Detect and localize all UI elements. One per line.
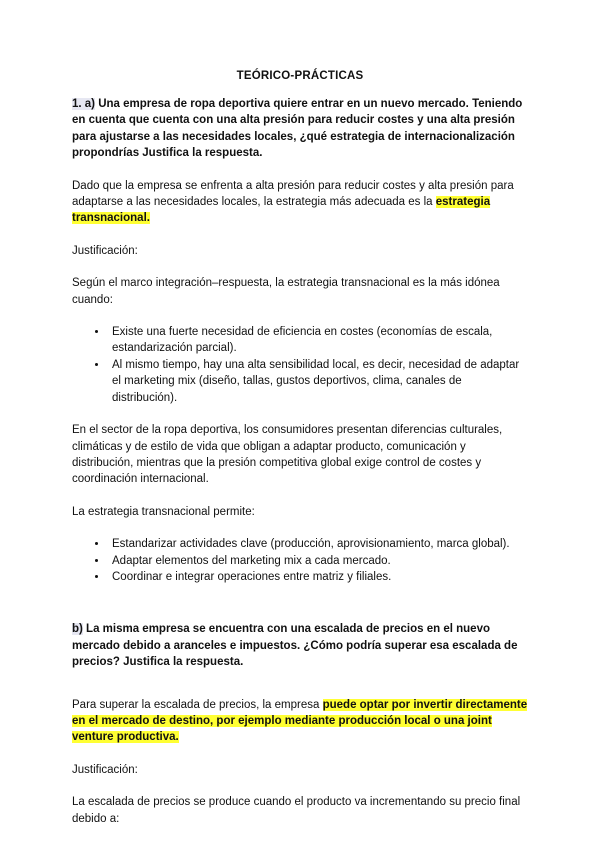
list-item: • Estandarizar actividades clave (producción, aprovisionamiento, marca global).: [108, 536, 528, 552]
framework-intro: Según el marco integración–respuesta, la estrategia transnacional es la más idónea cuando:: [72, 277, 500, 306]
answer-1a-paragraph: [72, 178, 528, 227]
question-1b-label: b): [72, 623, 83, 636]
permits-list: [72, 536, 528, 585]
answer-1a-text: Dado que la empresa se enfrenta a alta presión para reducir costes y alta presión para adaptarse a las necesidades locales, la estrategia más adecuada es la: [72, 179, 514, 209]
spacer: [72, 601, 528, 621]
answer-1b-highlight: puede optar por invertir directamente en el mercado de destino, por ejemplo mediante producción local o una joint venture productiva.: [72, 698, 528, 744]
question-1a: [72, 96, 528, 162]
list-item: • Adaptar elementos del marketing mix a cada mercado.: [108, 553, 528, 569]
answer-1b-paragraph: [72, 697, 528, 746]
list-item: • Existe una fuerte necesidad de eficiencia en costes (economías de escala, estandarización parcial).: [108, 324, 528, 357]
list-item: • Coordinar e integrar operaciones entre matriz y filiales.: [108, 569, 528, 585]
question-1a-label: 1. a): [72, 98, 96, 110]
justification-label-1: Justificación:: [72, 244, 138, 257]
price-escalation-intro: La escalada de precios se produce cuando el producto va incrementando su precio final debido a:: [72, 796, 521, 825]
answer-1a-highlight: estrategia transnacional.: [72, 196, 491, 225]
question-1b-text: La misma empresa se encuentra con una escalada de precios en el nuevo mercado debido a aranceles e impuestos. ¿Cómo podría superar esa escalada de precios? Justifica la respuesta.: [72, 623, 518, 669]
spacer: [72, 687, 528, 697]
question-1a-text: Una empresa de ropa deportiva quiere entrar en un nuevo mercado. Teniendo en cuenta que cuenta con una alta presión para reducir costes y una alta presión para ajustarse a las necesidades locales, ¿qué estrategia de internacionalización propondrías Justifica la respuesta.: [72, 98, 523, 160]
sector-paragraph: En el sector de la ropa deportiva, los consumidores presentan diferencias culturales, climáticas y de estilo de vida que obligan a adaptar producto, comunicación y distribución, mientras que la presión competitiva global exige control de costes y coordinación internacional.: [72, 424, 503, 486]
document-title: TEÓRICO-PRÁCTICAS: [236, 70, 364, 82]
answer-1b-text: Para superar la escalada de precios, la empresa: [72, 698, 323, 711]
list-item: • Al mismo tiempo, hay una alta sensibilidad local, es decir, necesidad de adaptar el marketing mix (diseño, tallas, gustos deportivos, clima, canales de distribución).: [108, 357, 528, 406]
question-1b: [72, 621, 528, 670]
permits-intro: La estrategia transnacional permite:: [72, 505, 255, 518]
justification-label-2: Justificación:: [72, 763, 138, 776]
conditions-list: [72, 324, 528, 406]
